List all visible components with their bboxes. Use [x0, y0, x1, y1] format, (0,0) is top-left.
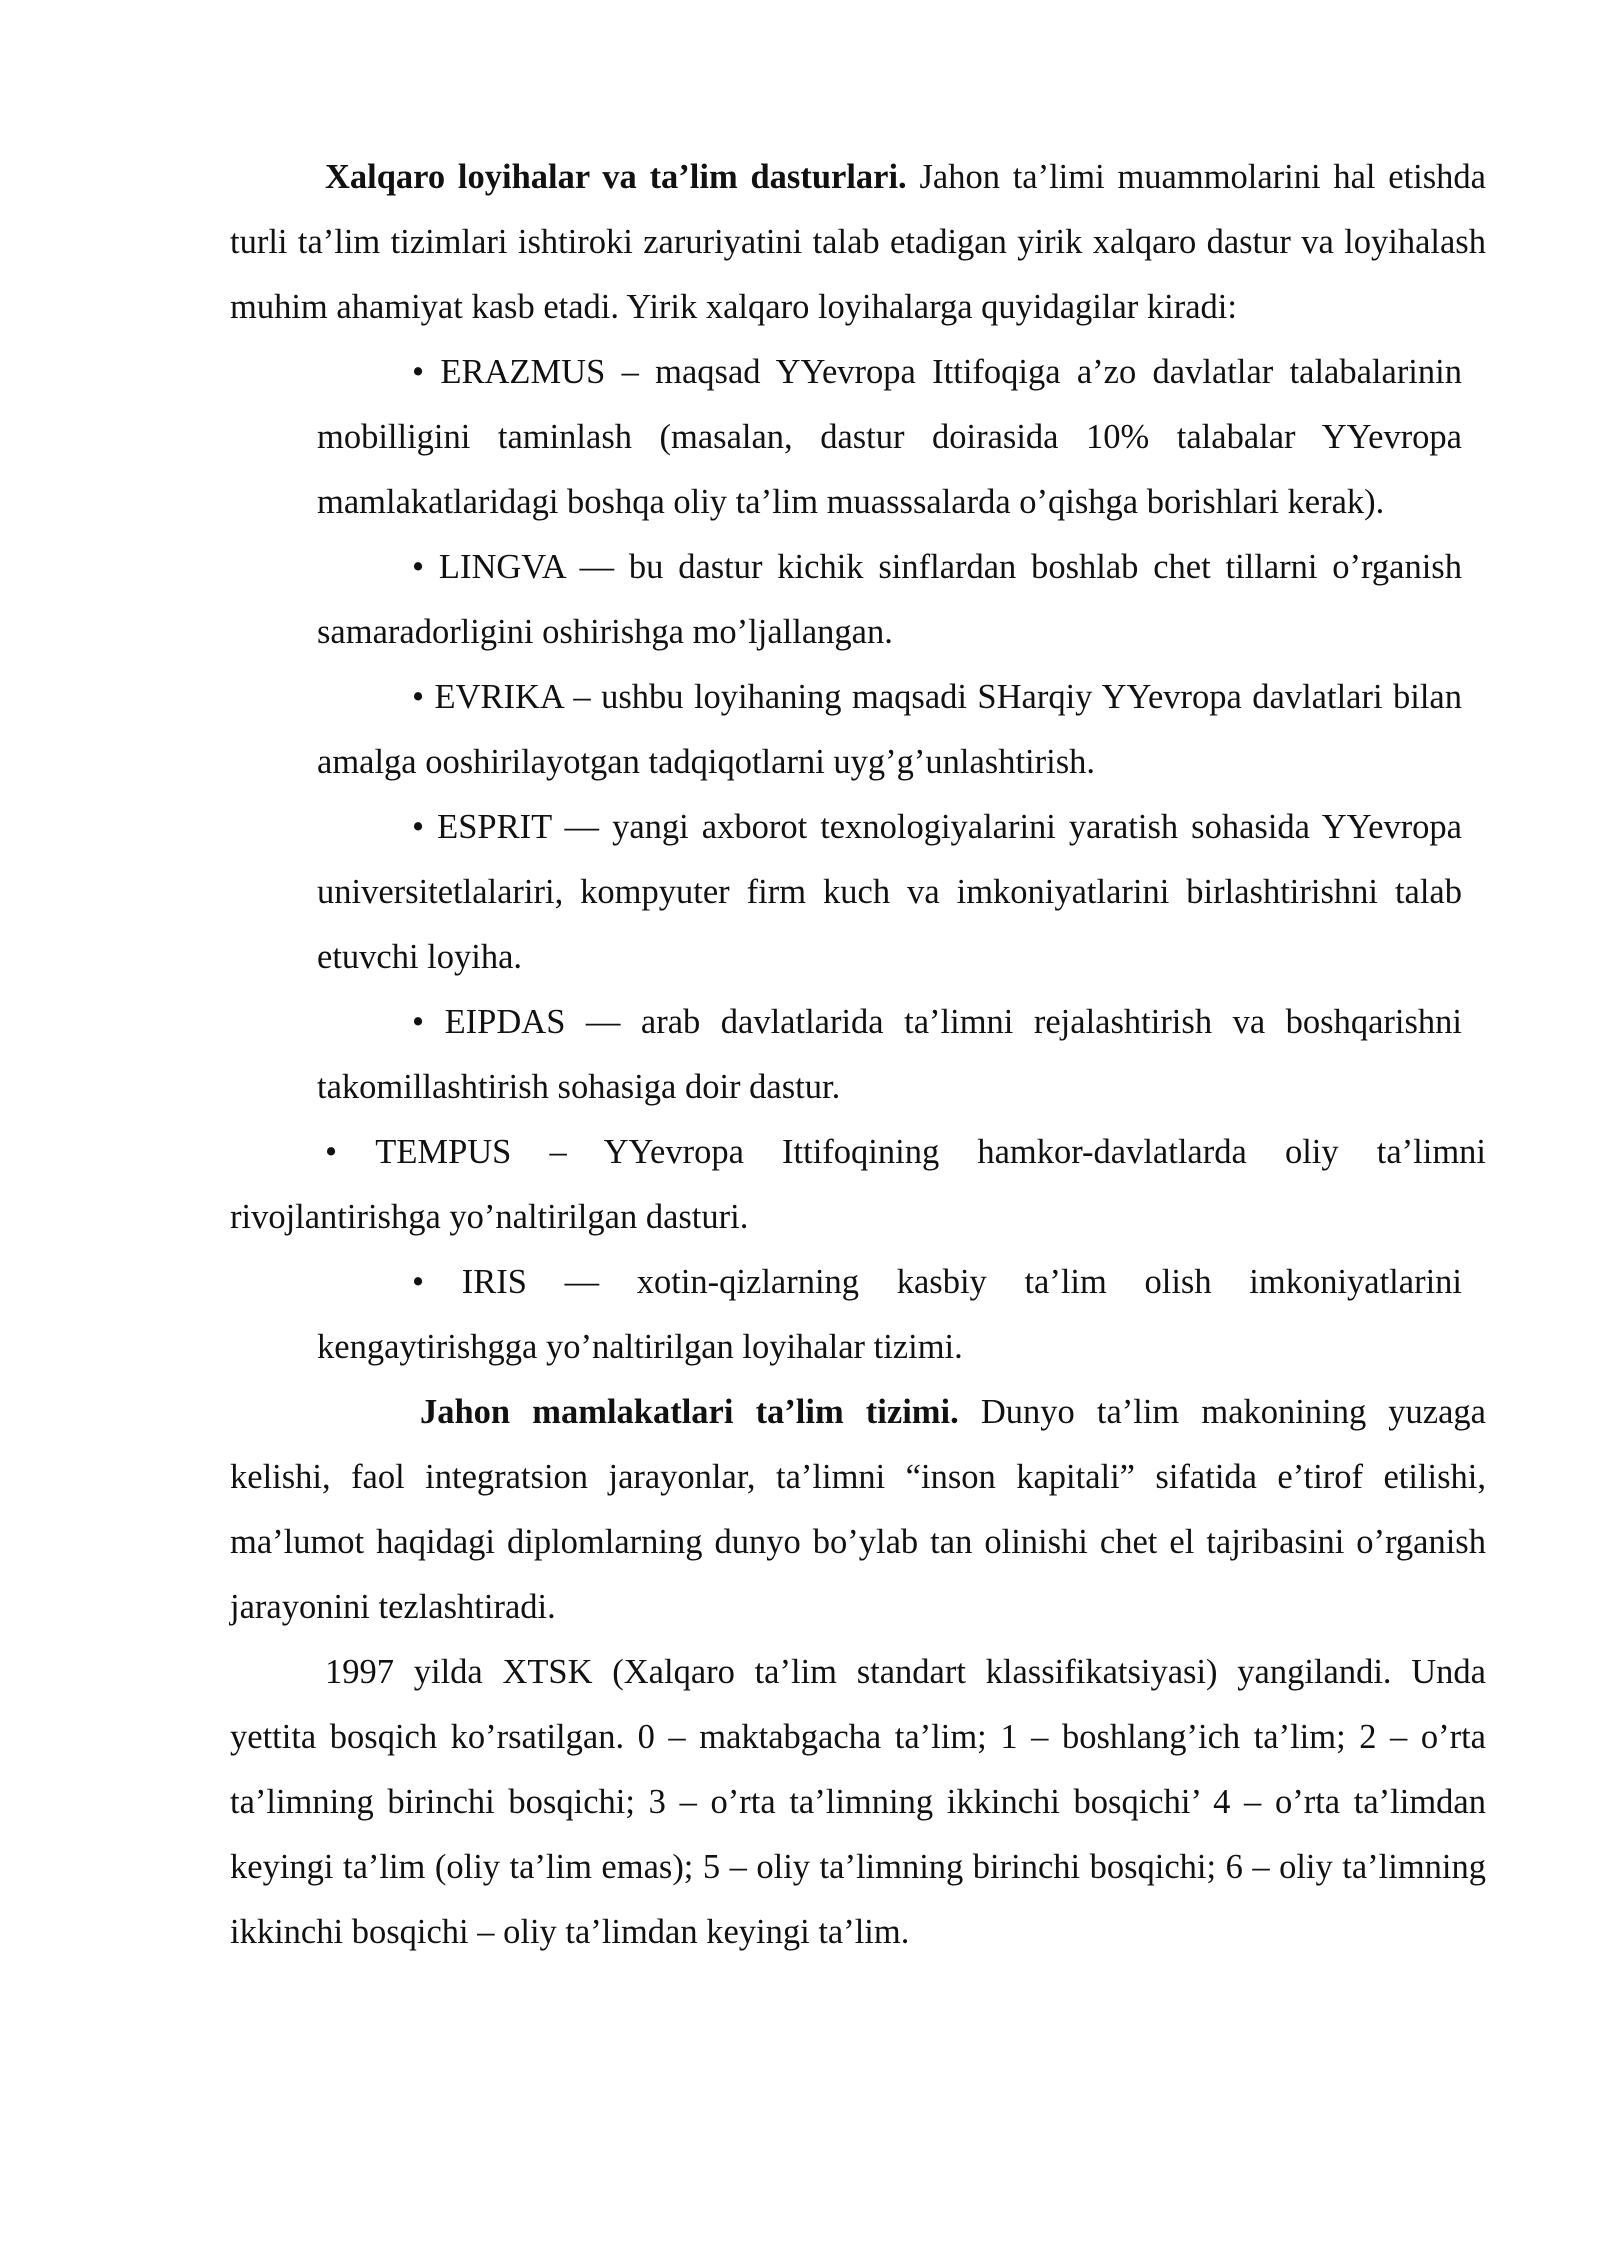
world-paragraph — [230, 1380, 1486, 1640]
classification-paragraph: 1997 yilda XTSK (Xalqaro ta’lim standart klassifikatsiyasi) yangilandi. Unda yettita bosqich ko’rsatilgan. 0 – maktabgacha ta’lim; 1 – boshlang’ich ta’lim; 2 – o’rta ta’limning birinchi bosqichi; 3 – o’rta ta’limning ikkinchi bosqichi’ 4 – o’rta ta’limdan keyingi ta’lim (oliy ta’lim emas); 5 – oliy ta’limning birinchi bosqichi; 6 – oliy ta’limning ikkinchi bosqichi – oliy ta’limdan keyingi ta’lim. — [230, 1653, 1486, 1951]
program-item-eipdas: • EIPDAS — arab davlatlarida ta’limni rejalashtirish va boshqarishni takomillashtirish sohasiga doir dastur. — [317, 990, 1462, 1120]
program-item-esprit: • ESPRIT — yangi axborot texnologiyalarini yaratish sohasida YYevropa universitetlalariri, kompyuter firm kuch va imkoniyatlarini birlashtirishni talab etuvchi loyiha. — [317, 795, 1462, 990]
intro-paragraph — [230, 145, 1486, 340]
program-item-iris: • IRIS — xotin-qizlarning kasbiy ta’lim olish imkoniyatlarini kengaytirishgga yo’naltirilgan loyihalar tizimi. — [317, 1250, 1462, 1380]
program-item-tempus: • TEMPUS – YYevropa Ittifoqining hamkor-davlatlarda oliy ta’limni rivojlantirishga yo’naltirilgan dasturi. — [230, 1120, 1486, 1250]
document-body — [230, 145, 1486, 1965]
program-item-erazmus: • ERAZMUS – maqsad YYevropa Ittifoqiga a’zo davlatlar talabalarinin mobilligini taminlash (masalan, dastur doirasida 10% talabalar YYevropa mamlakatlaridagi boshqa oliy ta’lim muasssalarda o’qishga borishlari kerak). — [317, 340, 1462, 535]
world-text: Dunyo ta’lim makonining yuzaga kelishi, faol integratsion jarayonlar, ta’limni “inson kapitali” sifatida e’tirof etilishi, ma’lumot haqidagi diplomlarning dunyo bo’ylab tan olinishi chet el tajribasini o’rganish jarayonini tezlashtiradi. — [230, 1393, 1486, 1626]
program-item-evrika: • EVRIKA – ushbu loyihaning maqsadi SHarqiy YYevropa davlatlari bilan amalga ooshirilayotgan tadqiqotlarni uyg’g’unlashtirish. — [317, 665, 1462, 795]
world-heading: Jahon mamlakatlari ta’lim tizimi. — [420, 1393, 959, 1431]
program-item-lingva: • LINGVA — bu dastur kichik sinflardan boshlab chet tillarni o’rganish samaradorligini oshirishga mo’ljallangan. — [317, 535, 1462, 665]
intro-text: Jahon ta’limi muammolarini hal etishda turli ta’lim tizimlari ishtiroki zaruriyatini talab etadigan yirik xalqaro dastur va loyihalash muhim ahamiyat kasb etadi. Yirik xalqaro loyihalarga quyidagilar kiradi: — [230, 158, 1486, 326]
intro-heading: Xalqaro loyihalar va ta’lim dasturlari. — [325, 158, 907, 196]
